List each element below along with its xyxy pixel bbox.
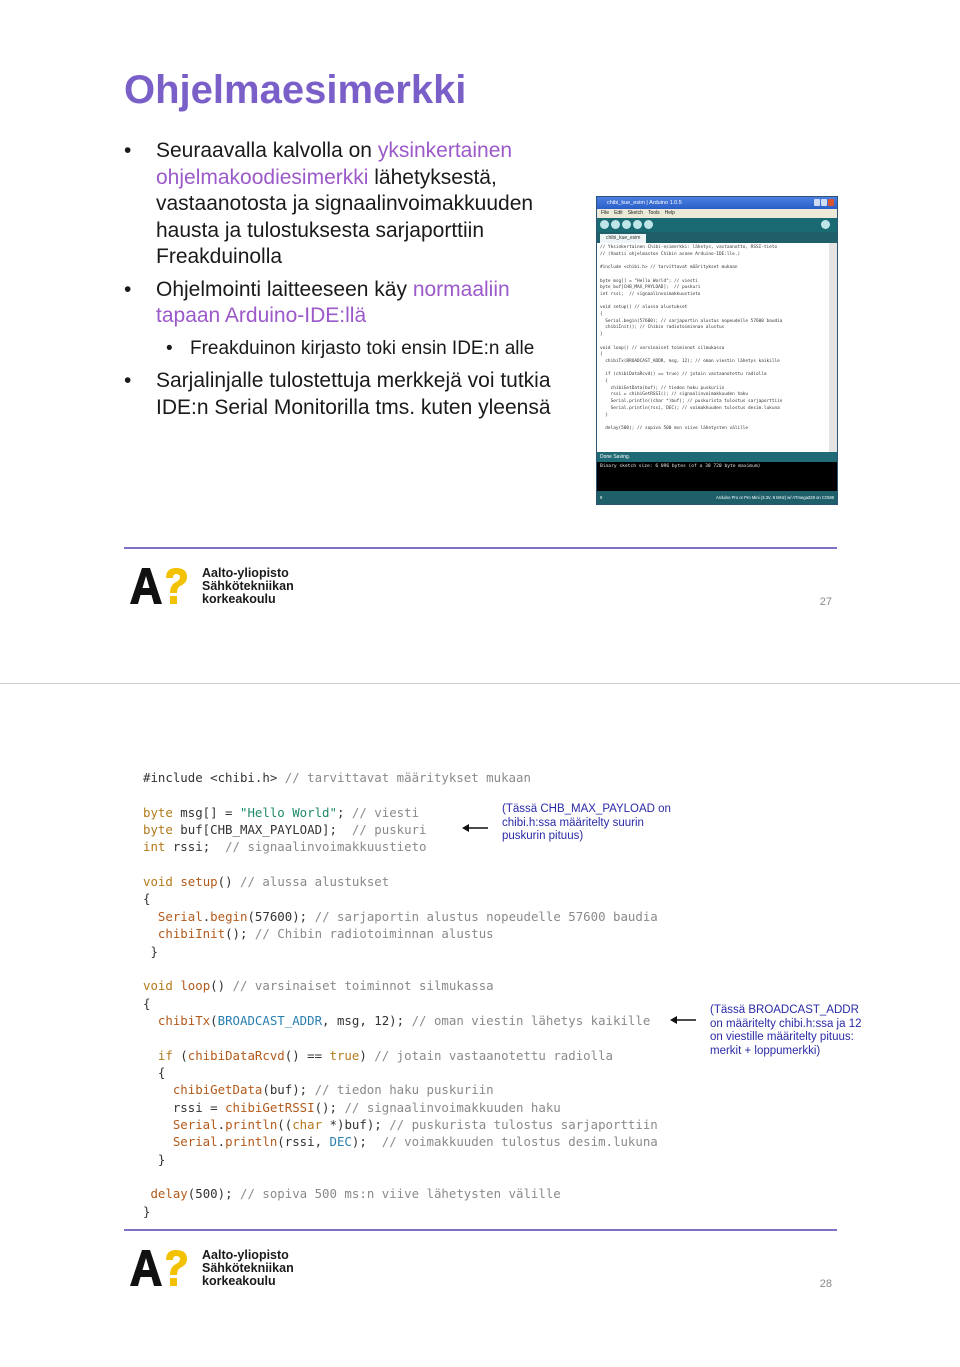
note-broadcast-line-4: merkit + loppumerkki): [710, 1045, 821, 1058]
code-line: [143, 1065, 165, 1080]
code-token: [143, 1117, 173, 1132]
ide-code-line: byte buf[CHB_MAX_PAYLOAD]; // puskuri: [600, 285, 701, 291]
code-token: *)buf);: [322, 1117, 390, 1132]
bullet-icon: •: [124, 369, 132, 392]
ide-code-line: int rssi; // signaalinvoimakkuustieto: [600, 291, 701, 297]
window-controls: [813, 199, 835, 207]
code-token: Serial: [172, 1134, 218, 1150]
code-line: [143, 926, 494, 941]
minimize-icon: [814, 199, 820, 206]
code-token: loop: [180, 978, 211, 994]
highlighted-text: normaaliin tapaan Arduino-IDE:llä: [156, 277, 510, 327]
code-token: // puskuri: [351, 822, 427, 838]
code-token: () ==: [284, 1047, 330, 1063]
code-token: ();: [225, 926, 255, 942]
arrow-left-icon: [670, 1015, 696, 1025]
code-token: (): [210, 978, 233, 994]
aalto-logo-icon: [130, 566, 190, 606]
code-token: [143, 926, 158, 941]
code-line: [143, 805, 419, 820]
upload-icon: [611, 220, 620, 229]
code-token: [143, 1082, 173, 1097]
code-token: ((: [277, 1117, 293, 1132]
ide-code-line: // Yksinkertainen Chibi-esimerkki: lähetys, vastaanotto, RSSI-tieto: [600, 245, 778, 250]
ide-code-line: {: [600, 312, 603, 318]
code-token: msg[] =: [172, 804, 240, 820]
sub-bullet-item: [124, 336, 574, 363]
code-line: [143, 1082, 494, 1097]
code-token: BROADCAST_ADDR: [217, 1012, 323, 1028]
code-token: ): [359, 1047, 375, 1063]
ide-menu-item: Sketch: [627, 210, 643, 216]
code-token: Serial: [172, 1117, 218, 1132]
code-token: // puskurista tulostus sarjaporttiin: [389, 1117, 658, 1132]
code-token: .: [217, 1117, 226, 1132]
code-line: [143, 909, 658, 924]
ide-code-line: rssi = chibiGetRSSI(); // signaalinvoimakkuuden haku: [600, 392, 749, 398]
slide-28: [0, 684, 960, 1367]
logo-line-1: Aalto-yliopisto: [202, 1248, 289, 1262]
ide-code-line: }: [600, 412, 608, 418]
note-broadcast-line-1: (Tässä BROADCAST_ADDR: [710, 1004, 859, 1016]
ide-menu-item: Edit: [614, 210, 623, 216]
code-token: (: [210, 1012, 218, 1028]
code-token: // sarjaportin alustus nopeudelle 57600 baudia: [314, 908, 658, 924]
bullet-text: lähetyksestä, vastaanotosta ja signaalinvoimakkuuden hausta ja tulostuksesta sarjaporttiin Freakduinolla: [156, 165, 534, 268]
code-token: delay: [150, 1186, 188, 1202]
code-token: setup: [180, 874, 218, 890]
bullet-item: [124, 138, 574, 271]
code-token: );: [351, 1134, 382, 1150]
ide-code-line: #include <chibi.h> // tarvittavat määritykset mukaan: [600, 265, 738, 271]
logo-line-2: Sähkötekniikan: [202, 1261, 294, 1275]
code-token: void: [143, 978, 173, 994]
logo-line-1: Aalto-yliopisto: [202, 566, 289, 580]
code-line: [143, 1134, 658, 1149]
code-token: ();: [314, 1099, 345, 1115]
code-token: int: [143, 839, 166, 855]
bullet-icon: •: [124, 139, 132, 162]
ide-code-line: {: [600, 379, 608, 385]
code-line: [143, 874, 389, 889]
note-broadcast-line-3: on viestille määritelty pituus:: [710, 1031, 854, 1044]
slide-27: [0, 0, 960, 683]
bullet-icon: •: [124, 277, 132, 301]
code-token: begin: [210, 908, 248, 924]
logo-line-3: korkeakoulu: [202, 1274, 276, 1288]
aalto-logo: [130, 1248, 330, 1290]
note-payload-line-1: (Tässä CHB_MAX_PAYLOAD on: [502, 803, 671, 815]
code-token: }: [143, 1203, 151, 1219]
ide-menu-item: File: [601, 210, 610, 216]
code-token: chibiGetData: [172, 1082, 263, 1098]
code-token: // signaalinvoimakkuuden haku: [344, 1099, 561, 1115]
ide-status: Done Saving.: [597, 452, 837, 462]
ide-menubar: [597, 209, 837, 218]
arduino-ide-screenshot: [596, 196, 838, 505]
code-token: (: [172, 1047, 188, 1063]
ide-code-line: chibiTx(BROADCAST_ADDR, msg, 12); // oman viestin lähetys kaikille: [600, 358, 780, 364]
ide-titlebar: [597, 197, 837, 209]
code-token: chibiGetRSSI: [225, 1099, 315, 1115]
code-token: byte: [143, 822, 173, 838]
code-token: // oman viestin lähetys kaikille: [411, 1012, 651, 1028]
ide-scrollbar: [829, 243, 837, 452]
code-token: }: [143, 1151, 166, 1167]
note-broadcast-line-2: on määritelty chibi.h:ssa ja 12: [710, 1017, 862, 1030]
new-icon: [622, 220, 631, 229]
ide-code-line: chibiInit(); // Chibin radiotoiminnan alustus: [600, 325, 725, 331]
code-line: [143, 839, 427, 854]
ide-tabs: [597, 232, 837, 243]
bullet-text: Sarjalinjalle tulostettuja merkkejä voi tutkia IDE:n Serial Monitorilla tms. kuten yleensä: [156, 369, 551, 419]
ide-code-editor: [597, 243, 829, 452]
ide-code-line: void loop() // varsinaiset toiminnot silmukassa: [600, 345, 725, 351]
maximize-icon: [821, 199, 827, 206]
ide-code-line: void setup() // alussa alustukset: [600, 305, 688, 311]
ide-code-line: [600, 272, 826, 279]
note-broadcast: [710, 1004, 862, 1059]
note-payload-line-3: puskurin pituus): [502, 830, 584, 843]
footer-divider: [124, 547, 837, 549]
ide-line-number: 8: [600, 495, 603, 500]
ide-board-info: Arduino Pro or Pro Mini (3.3V, 8 MHz) w/ ATmega328 on COM8: [716, 495, 834, 500]
ide-code-line: Serial.println((char *)buf); // puskurista tulostus sarjaporttiin: [600, 399, 783, 405]
code-token: if: [157, 1047, 173, 1063]
code-line: [143, 996, 150, 1011]
code-token: // varsinaiset toiminnot silmukassa: [232, 978, 494, 994]
highlighted-text: yksinkertainen ohjelmakoodiesimerkki: [156, 139, 513, 189]
save-icon: [644, 220, 653, 229]
code-token: {: [143, 891, 151, 907]
code-line: [143, 770, 531, 785]
bullet-item: [124, 277, 574, 330]
code-line: [143, 1204, 150, 1219]
aalto-logo-icon: [130, 1248, 190, 1288]
ide-console: Binary sketch size: 6 096 bytes (of a 30 720 byte maximum): [597, 462, 837, 491]
code-token: chibiInit: [157, 926, 226, 942]
code-token: DEC: [329, 1134, 352, 1150]
code-token: // signaalinvoimakkuustieto: [225, 839, 427, 855]
code-token: .: [217, 1134, 226, 1150]
page-number: 28: [819, 1278, 832, 1290]
code-line: [143, 944, 158, 959]
code-line: [143, 1013, 650, 1028]
code-token: (500);: [187, 1186, 240, 1202]
ide-code-line: if (chibiDataRcvd() == true) // jotain vastaanotettu radiolla: [600, 372, 767, 378]
code-token: [143, 909, 158, 924]
code-token: [143, 1134, 173, 1149]
code-token: .: [202, 908, 211, 924]
code-token: // voimakkuuden tulostus desim.lukuna: [381, 1134, 658, 1150]
note-payload: [502, 803, 671, 844]
code-token: void: [143, 874, 173, 890]
code-token: Serial: [157, 908, 203, 924]
code-token: (rssi,: [277, 1134, 330, 1150]
bullet-text: Ohjelmointi laitteeseen käy: [156, 277, 413, 301]
code-token: {: [143, 1064, 166, 1080]
code-token: (): [217, 874, 241, 890]
code-token: // viesti: [351, 804, 420, 820]
bullet-icon: •: [166, 337, 173, 359]
ide-tab: chibi_kue_esim: [600, 234, 646, 243]
code-token: rssi;: [165, 839, 226, 855]
ide-code-line: Serial.println(rssi, DEC); // voimakkuuden tulostus desim.lukuna: [600, 405, 780, 411]
code-token: // tarvittavat määritykset mukaan: [284, 770, 531, 785]
code-token: }: [143, 943, 158, 959]
code-token: chibiTx: [157, 1012, 211, 1028]
code-token: // jotain vastaanotettu radiolla: [374, 1047, 613, 1063]
logo-line-3: korkeakoulu: [202, 592, 276, 606]
ide-menu-item: Help: [664, 210, 675, 216]
ide-code-line: {: [600, 352, 603, 358]
page-number: 27: [819, 596, 832, 608]
code-line: [143, 978, 494, 993]
note-payload-line-2: chibi.h:ssa määritelty suurin: [502, 816, 644, 829]
code-token: // tiedon haku puskuriin: [314, 1082, 494, 1098]
ide-code-line: }: [600, 332, 603, 338]
code-token: byte: [143, 804, 173, 820]
logo-line-2: Sähkötekniikan: [202, 579, 294, 593]
code-token: println: [225, 1134, 278, 1150]
code-line: [143, 1100, 561, 1115]
bullet-text: Freakduinon kirjasto toki ensin IDE:n alle: [190, 337, 535, 359]
code-token: "Hello World": [239, 804, 337, 820]
verify-icon: [600, 220, 609, 229]
code-token: ;: [336, 804, 352, 820]
footer-divider: [124, 1229, 837, 1231]
ide-code-line: // (Vaatii ohjelmaston Chibin asnee Arduino-IDE:lle.): [600, 251, 741, 257]
slide-title: Ohjelmaesimerkki: [124, 68, 467, 112]
code-line: [143, 1117, 658, 1132]
ide-toolbar: [597, 218, 837, 232]
ide-code-line: [600, 339, 826, 346]
code-line: [143, 891, 150, 906]
code-token: , msg, 12);: [322, 1012, 412, 1028]
close-icon: [828, 199, 834, 206]
bullet-item: [124, 368, 574, 421]
ide-code-line: Serial.begin(57600); // sarjaportin alustus nopeudelle 57600 baudia: [600, 318, 783, 324]
code-token: {: [143, 995, 151, 1011]
open-icon: [633, 220, 642, 229]
code-token: // Chibin radiotoiminnan alustus: [254, 926, 494, 942]
ide-menu-item: Tools: [647, 210, 660, 216]
code-token: (57600);: [247, 908, 315, 924]
arrow-left-icon: [462, 823, 488, 833]
bullet-text: Seuraavalla kalvolla on: [156, 139, 378, 162]
ide-window-title: chibi_kue_esim | Arduino 1.0.5: [607, 200, 682, 206]
aalto-logo: [130, 566, 330, 608]
code-token: // alussa alustukset: [240, 874, 390, 890]
ide-code-line: byte msg[] = "Hello World"; // viesti: [600, 278, 698, 284]
ide-footer: [597, 491, 837, 504]
code-token: [143, 1013, 158, 1028]
code-token: chibiDataRcvd: [187, 1047, 285, 1063]
code-token: (buf);: [262, 1082, 315, 1098]
code-line: [143, 1152, 165, 1167]
code-token: rssi =: [143, 1099, 226, 1115]
code-line: [143, 822, 427, 837]
code-token: // sopiva 500 ms:n viive lähetysten välille: [240, 1186, 561, 1202]
serial-monitor-icon: [821, 220, 830, 229]
code-line: [143, 1186, 561, 1201]
code-token: println: [225, 1117, 278, 1132]
code-line: [143, 1048, 613, 1063]
code-token: [143, 1048, 158, 1063]
ide-code-line: chibiGetData(buf); // tiedon haku puskuriin: [600, 385, 725, 391]
ide-code-line: [600, 419, 826, 426]
code-token: char: [292, 1117, 323, 1132]
code-token: true: [329, 1047, 360, 1063]
bullet-list: [124, 138, 574, 427]
code-token: buf[CHB_MAX_PAYLOAD];: [172, 822, 352, 838]
code-token: #include <chibi.h>: [143, 770, 285, 785]
ide-code-line: delay(500); // sopiva 500 msn viive lähetysten välille: [600, 425, 749, 431]
